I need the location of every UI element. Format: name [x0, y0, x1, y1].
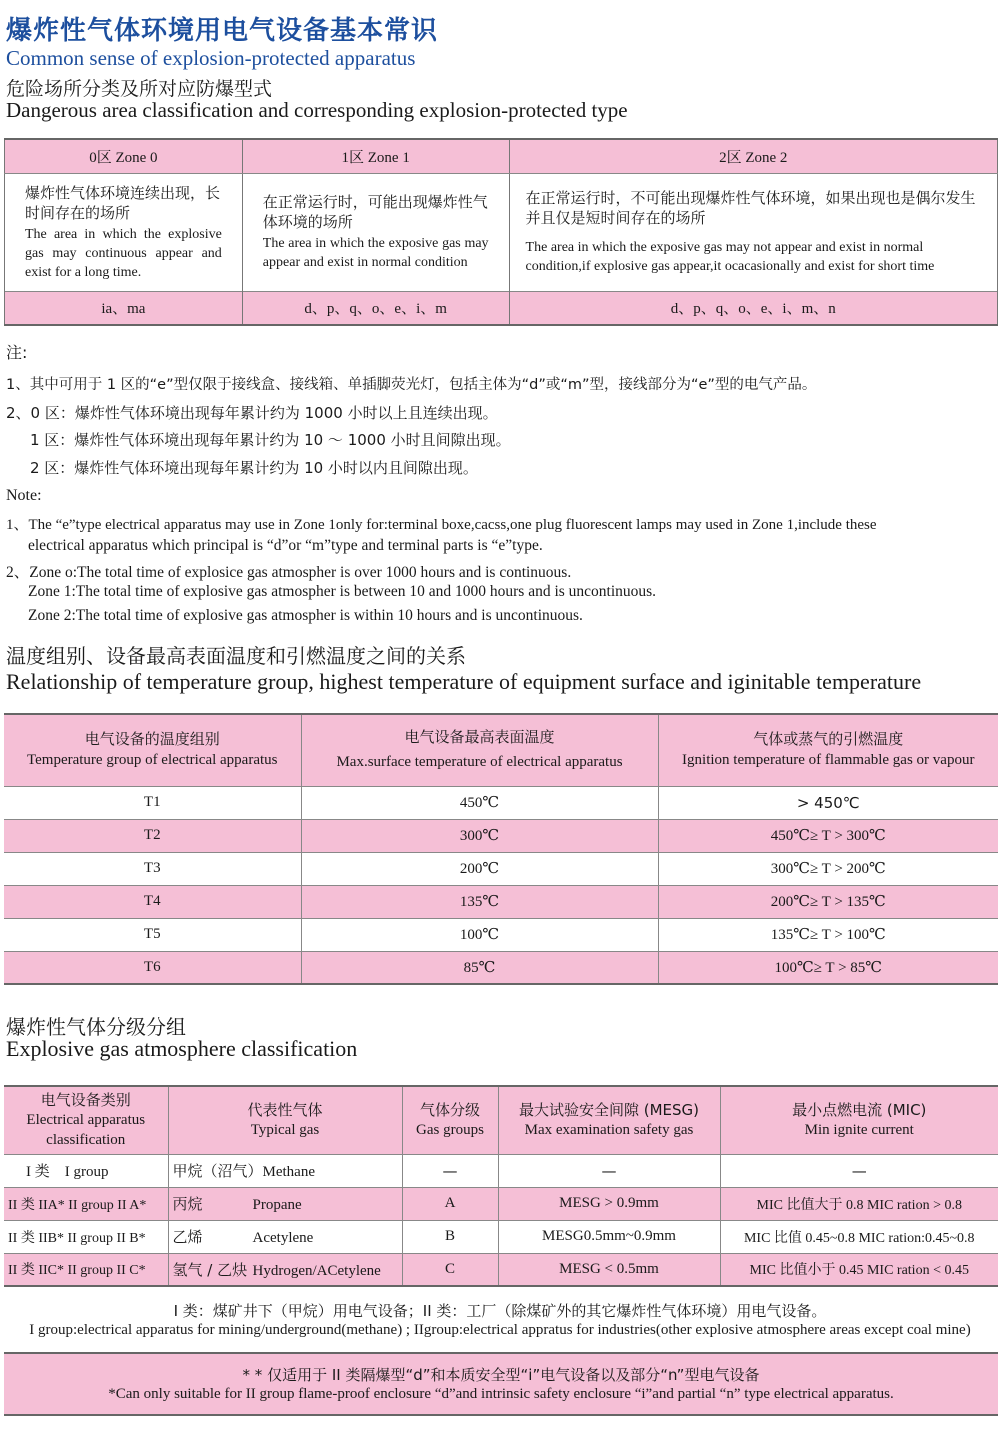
gas-header-mic-en: Min ignite current: [804, 1122, 914, 1139]
gas-header-row: [4, 1086, 998, 1154]
gas-mesg-cell: MESG > 0.9mm: [498, 1187, 720, 1220]
zone-1-desc: [242, 173, 509, 291]
zone-1-header: 1区 Zone 1: [242, 139, 509, 173]
gas-header-class-en: Electrical apparatus classification: [26, 1112, 146, 1149]
page-title-cn: 爆炸性气体环境用电气设备基本常识: [6, 16, 439, 46]
gas-mesg-cell: —: [498, 1154, 720, 1187]
zone-0-header: 0区 Zone 0: [5, 139, 243, 173]
zone-0-desc-en: The area in which the explosive gas may continuous appear and exist for a long time.: [25, 226, 222, 280]
zone-section-title-en: Dangerous area classification and corresponding explosion-protected type: [6, 98, 628, 122]
gas-header-class: [4, 1086, 168, 1154]
zone-2-header: 2区 Zone 2: [509, 139, 997, 173]
zone-2-desc: [509, 173, 997, 291]
temp-header-surface-en: Max.surface temperature of electrical apparatus: [336, 754, 623, 771]
zone-2-desc-en: The area in which the exposive gas may not appear and exist in normal condition,if explosive gas appear,it ocacasionally and exist for short time: [525, 240, 935, 274]
notes-cn-line-2: 2、0 区：爆炸性气体环境出现每年累计约为 1000 小时以上且连续出现。: [6, 404, 498, 422]
table-row: [4, 819, 998, 852]
gas-header-group-cn: 气体分级: [419, 1101, 480, 1120]
gas-mesg-cell: MESG0.5mm~0.9mm: [498, 1220, 720, 1253]
gas-class-cell: I 类 I group: [4, 1154, 168, 1187]
zone-section-title-cn: 危险场所分类及所对应防爆型式: [6, 78, 273, 100]
table-row: [4, 1154, 998, 1187]
gas-header-mesg: [498, 1086, 720, 1154]
temp-header-ignition-cn: 气体或蒸气的引燃温度: [753, 730, 904, 749]
gas-typical-cell: [168, 1220, 402, 1253]
zone-0-desc-cn: 爆炸性气体环境连续出现，长时间存在的场所: [25, 183, 221, 222]
gas-typical-cn: 甲烷（沼气）: [172, 1162, 263, 1180]
gas-header-mesg-en: Max examination safety gas: [524, 1122, 694, 1139]
gas-class-cell: II 类 IIB* II group II B*: [4, 1220, 168, 1253]
page-title-en: Common sense of explosion-protected apparatus: [6, 46, 416, 70]
temp-header-group: [4, 714, 301, 786]
zone-1-desc-cn: 在正常运行时，可能出现爆炸性气体环境的场所: [262, 193, 488, 231]
zone-types-row: [5, 291, 998, 325]
temp-header-surface: [301, 714, 658, 786]
gas-group-cell: B: [402, 1220, 498, 1253]
star-footnote-box: [4, 1352, 998, 1416]
gas-header-class-cn: 电气设备类别: [40, 1091, 131, 1110]
zone-header-row: [5, 139, 998, 173]
temperature-header-row: [4, 714, 998, 786]
table-row: [4, 852, 998, 885]
temp-surface-cell: 300℃: [301, 819, 658, 852]
table-row: [4, 885, 998, 918]
table-row: [4, 918, 998, 951]
temp-ignition-cell: 100℃≥ T > 85℃: [658, 951, 998, 984]
notes-en-line-5: Zone 2:The total time of explosive gas atmospher is within 10 hours and is uncontinuous.: [28, 607, 583, 624]
notes-en-line-1: 1、The “e”type electrical apparatus may use in Zone 1only for:terminal boxe,cacss,one plug fluorescent lamps may used in Zone 1,include these: [6, 517, 877, 533]
gas-class-cell: II 类 IIC* II group II C*: [4, 1253, 168, 1286]
gas-header-typical-en: Typical gas: [250, 1122, 320, 1139]
gas-section-title-cn: 爆炸性气体分级分组: [6, 1015, 186, 1039]
table-row: [4, 786, 998, 819]
gas-header-typical-cn: 代表性气体: [247, 1101, 323, 1120]
notes-cn-line-4: 2 区：爆炸性气体环境出现每年累计约为 10 小时以内且间隙出现。: [30, 459, 478, 477]
temp-surface-cell: 135℃: [301, 885, 658, 918]
table-row: [4, 951, 998, 984]
gas-mesg-cell: MESG < 0.5mm: [498, 1253, 720, 1286]
zone-0-types: ia、ma: [5, 291, 243, 325]
gas-header-mesg-cn: 最大试验安全间隙 (MESG): [518, 1101, 700, 1120]
table-row: [4, 1187, 998, 1220]
gas-mic-cell: —: [720, 1154, 998, 1187]
temp-header-ignition: [658, 714, 998, 786]
gas-group-cell: —: [402, 1154, 498, 1187]
temp-surface-cell: 100℃: [301, 918, 658, 951]
gas-typical-cell: [168, 1154, 402, 1187]
gas-group-cell: C: [402, 1253, 498, 1286]
gas-header-typical: [168, 1086, 402, 1154]
temp-group-cell: T4: [4, 885, 301, 918]
temp-surface-cell: 200℃: [301, 852, 658, 885]
notes-cn-line-3: 1 区：爆炸性气体环境出现每年累计约为 10 ～ 1000 小时且间隙出现。: [30, 431, 511, 449]
notes-en-line-3: 2、Zone o:The total time of explosice gas atmospher is over 1000 hours and is continuous.: [6, 564, 572, 581]
gas-header-mic: [720, 1086, 998, 1154]
notes-en-line-2: electrical apparatus which principal is “d”or “m”type and terminal parts is “e”type.: [28, 537, 543, 554]
gas-typical-en: Methane: [262, 1164, 315, 1180]
zone-desc-row: [5, 173, 998, 291]
notes-cn-line-1: 1、其中可用于 1 区的“e”型仅限于接线盒、接线箱、单插脚荧光灯，包括主体为“d”或“m”型，接线部分为“e”型的电气产品。: [6, 377, 817, 393]
temp-header-group-cn: 电气设备的温度组别: [84, 730, 220, 749]
gas-section-title-en: Explosive gas atmosphere classification: [6, 1036, 358, 1061]
gas-header-mic-cn: 最小点燃电流 (MIC): [792, 1101, 927, 1120]
star-footnote-cn: * * 仅适用于 II 类隔爆型“d”和本质安全型“i”电气设备以及部分“n”型电气设备: [242, 1366, 760, 1384]
temp-group-cell: T5: [4, 918, 301, 951]
gas-mic-cell: MIC 比值 0.45~0.8 MIC ration:0.45~0.8: [720, 1220, 998, 1253]
group-footnote-cn: I 类：煤矿井下（甲烷）用电气设备；II 类：工厂（除煤矿外的其它爆炸性气体环境）用电气设备。: [173, 1302, 827, 1320]
zone-2-desc-cn: 在正常运行时，不可能出现爆炸性气体环境，如果出现也是偶尔发生并且仅是短时间存在的场所: [525, 189, 976, 227]
temp-header-ignition-en: Ignition temperature of flammable gas or vapour: [682, 752, 975, 769]
gas-mic-cell: MIC 比值小于 0.45 MIC ration < 0.45: [720, 1253, 998, 1286]
temp-ignition-cell: 200℃≥ T > 135℃: [658, 885, 998, 918]
gas-mic-cell: MIC 比值大于 0.8 MIC ration > 0.8: [720, 1187, 998, 1220]
zone-1-types: d、p、q、o、e、i、m: [242, 291, 509, 325]
gas-header-group: [402, 1086, 498, 1154]
temperature-table: [4, 713, 998, 985]
temp-ignition-cell: > 450℃: [658, 786, 998, 819]
zone-2-types: d、p、q、o、e、i、m、n: [509, 291, 997, 325]
table-row: [4, 1220, 998, 1253]
gas-table: [4, 1085, 998, 1287]
temp-surface-cell: 450℃: [301, 786, 658, 819]
gas-typical-en: Hydrogen/ACetylene: [252, 1262, 381, 1279]
zone-table: [4, 138, 998, 326]
temp-group-cell: T2: [4, 819, 301, 852]
gas-class-cell: II 类 IIA* II group II A*: [4, 1187, 168, 1220]
temp-ignition-cell: 135℃≥ T > 100℃: [658, 918, 998, 951]
gas-typical-cn: 丙烷: [172, 1195, 203, 1213]
temp-surface-cell: 85℃: [301, 951, 658, 984]
group-footnote-en: I group:electrical apparatus for mining/underground(methane) ; IIgroup:electrical appratus for industries(other explosive atmosphere areas except coal mine): [29, 1322, 971, 1338]
gas-typical-cn: 乙烯: [172, 1228, 203, 1246]
temp-group-cell: T3: [4, 852, 301, 885]
gas-typical-cell: [168, 1253, 402, 1286]
gas-typical-cn: 氢气 / 乙炔: [172, 1260, 248, 1279]
notes-en-line-4: Zone 1:The total time of explosive gas atmospher is between 10 and 1000 hours and is uncontinuous.: [28, 583, 657, 600]
gas-header-group-en: Gas groups: [416, 1122, 484, 1139]
temperature-section-title-en: Relationship of temperature group, highest temperature of equipment surface and iginitable temperature: [6, 669, 922, 694]
temp-group-cell: T6: [4, 951, 301, 984]
temp-ignition-cell: 450℃≥ T > 300℃: [658, 819, 998, 852]
notes-cn-label: 注:: [6, 343, 28, 362]
zone-1-desc-en: The area in which the exposive gas may appear and exist in normal condition: [262, 236, 489, 270]
star-footnote-en: *Can only suitable for II group flame-proof enclosure “d”and intrinsic safety enclosure “i”and partial “n” type electrical apparatus.: [108, 1386, 894, 1402]
gas-typical-cell: [168, 1187, 402, 1220]
gas-typical-en: Propane: [252, 1197, 302, 1213]
temp-ignition-cell: 300℃≥ T > 200℃: [658, 852, 998, 885]
table-row: [4, 1253, 998, 1286]
gas-group-cell: A: [402, 1187, 498, 1220]
temp-header-surface-cn: 电气设备最高表面温度: [404, 728, 555, 747]
gas-typical-en: Acetylene: [252, 1230, 314, 1246]
notes-en-label: Note:: [6, 487, 42, 504]
zone-0-desc: [5, 173, 243, 291]
temp-group-cell: T1: [4, 786, 301, 819]
temperature-section-title-cn: 温度组别、设备最高表面温度和引燃温度之间的关系: [6, 644, 466, 668]
temp-header-group-en: Temperature group of electrical apparatus: [27, 752, 278, 769]
